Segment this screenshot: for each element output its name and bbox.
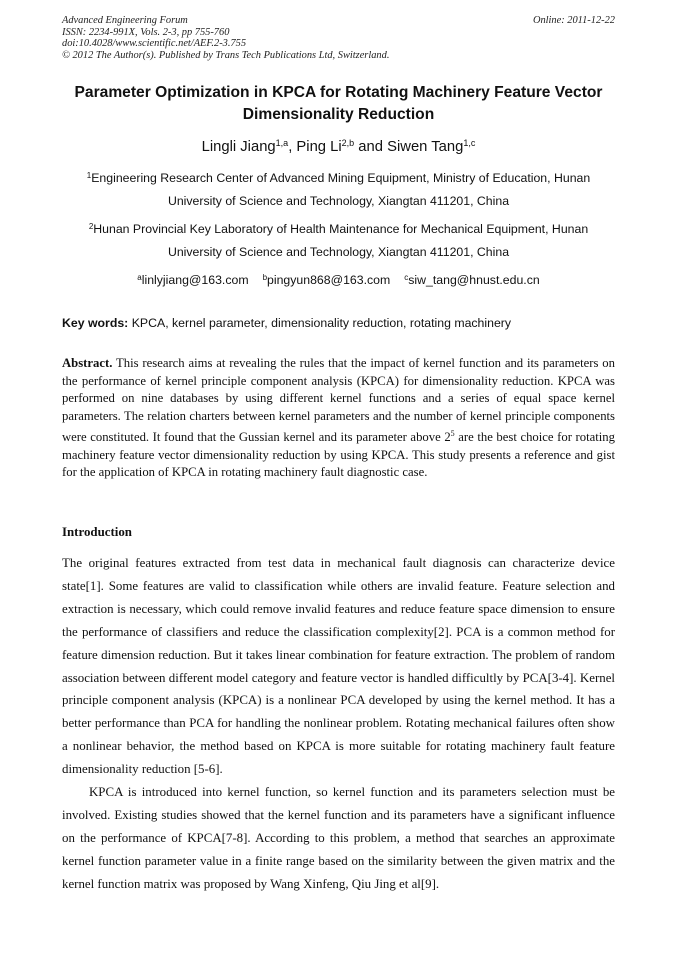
affiliation-mark: 2: [88, 222, 94, 231]
issn-line: ISSN: 2234-991X, Vols. 2-3, pp 755-760: [62, 26, 230, 38]
email-list: [62, 268, 615, 290]
keywords-text: KPCA, kernel parameter, dimensionality reduction, rotating machinery: [128, 316, 512, 330]
abstract-label: Abstract.: [62, 356, 113, 370]
email-address[interactable]: linlyjiang@163.com: [141, 273, 249, 287]
abstract: [62, 355, 615, 482]
author-conjunction: and: [354, 139, 388, 155]
body-paragraph: The original features extracted from test data in mechanical fault diagnosis can characterize device state[1]. Some features are valid to classification while others are invalid feature. Feature selection and extraction is necessary, which could remove invalid features and reduce feature space dimension to ensure the performance of classifiers and reduce the classification complexity[2]. PCA is a common method for feature dimension reduction. But it takes linear combination for feature extraction. The problem of random association between different model category and feature vector is handled difficultly by PCA[3-4]. Kernel principle component analysis (KPCA) is a nonlinear PCA developed by using the kernel method. It has a better performance than PCA for handling the nonlinear problem. Rotating mechanical failures often show a nonlinear behavior, the method based on KPCA is more suitable for rotating machinery fault feature dimensionality reduction [5-6].: [62, 556, 615, 777]
affiliation-line: University of Science and Technology, Xiangtan 411201, China: [167, 194, 510, 208]
introduction-heading: Introduction: [62, 525, 132, 539]
author-affiliation-mark: 2,b: [341, 138, 355, 148]
journal-name: Advanced Engineering Forum: [62, 15, 188, 26]
keywords: [62, 314, 615, 332]
email-mark: b: [262, 273, 268, 282]
email-address[interactable]: pingyun868@163.com: [267, 273, 391, 287]
paper-title: Parameter Optimization in KPCA for Rotating Machinery Feature Vector Dimensionality Reduction: [74, 84, 603, 123]
author-affiliation-mark: 1,c: [463, 138, 476, 148]
abstract-text: This research aims at revealing the rules that the impact of kernel function and its parameters on the performance of kernel principle component analysis (KPCA) for dimensionality reduction. KPCA was performed on nine databases by using different kernel functions and a series of equal space kernel parameters. The relation charters between kernel parameters and the number of kernel principle components were constituted. It found that the Gussian kernel and its parameter above 2: [62, 356, 615, 444]
author-separator: ,: [288, 139, 297, 155]
email-mark: c: [404, 273, 409, 282]
journal-header: [62, 15, 615, 61]
affiliation-mark: 1: [86, 171, 92, 180]
author-list: [62, 133, 615, 157]
doi-line: doi:10.4028/www.scientific.net/AEF.2-3.755: [62, 38, 247, 50]
abstract-superscript: 5: [450, 429, 455, 438]
affiliation-1: [62, 164, 615, 213]
affiliation-line: University of Science and Technology, Xiangtan 411201, China: [167, 245, 510, 259]
affiliation-line: Engineering Research Center of Advanced Mining Equipment, Ministry of Education, Hunan: [91, 171, 591, 185]
copyright-line: © 2012 The Author(s). Published by Trans Tech Publications Ltd, Switzerland.: [62, 49, 390, 61]
author-affiliation-mark: 1,a: [275, 138, 289, 148]
affiliation-2: [62, 215, 615, 264]
author-name: Ping Li: [296, 139, 342, 155]
author-name: Lingli Jiang: [201, 139, 276, 155]
introduction-body: [62, 552, 615, 896]
body-paragraph: KPCA is introduced into kernel function, so kernel function and its parameters selection must be involved. Existing studies showed that the kernel function and its parameters have a significant influence on the performance of KPCA[7-8]. According to this problem, a method that searches an approximate kernel function parameter value in a finite range based on the similarity between the given matrix and the kernel function matrix was proposed by Wang Xinfeng, Qiu Jing et al[9].: [62, 785, 615, 891]
email-mark: a: [137, 273, 142, 282]
email-address[interactable]: siw_tang@hnust.edu.cn: [408, 273, 540, 287]
abstract-text-continued: are the best choice for rotating machinery feature vector dimensionality reduction by using KPCA. This study presents a reference and gist for the application of KPCA in rotating machinery fault diagnostic case.: [62, 430, 615, 479]
keywords-label: Key words:: [62, 316, 129, 330]
affiliation-line: Hunan Provincial Key Laboratory of Health Maintenance for Mechanical Equipment, Hunan: [93, 222, 589, 236]
author-name: Siwen Tang: [387, 139, 464, 155]
online-date: Online: 2011-12-22: [532, 15, 615, 26]
